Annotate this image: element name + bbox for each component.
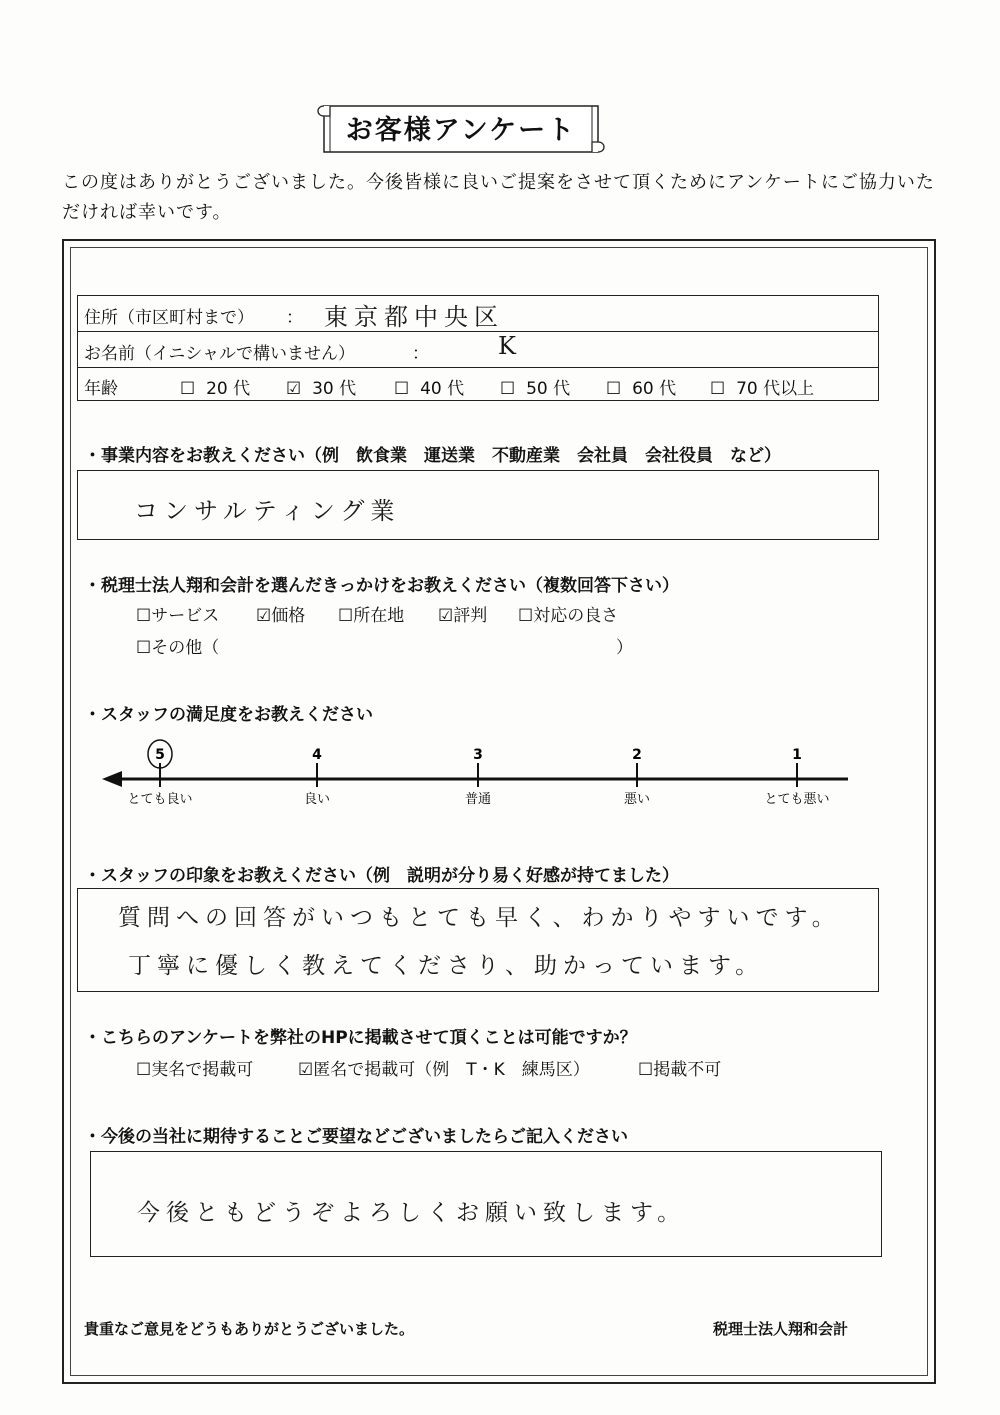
scale-label-5: とても良い	[127, 792, 193, 807]
scale-number-4: 4	[312, 747, 322, 763]
page-title: お客様アンケート	[345, 115, 577, 146]
scale-number-2: 2	[632, 747, 642, 763]
footer-thanks: 貴重なご意見をどうもありがとうございました。	[84, 1320, 415, 1338]
question-satisfaction: ・スタッフの満足度をお教えください	[84, 705, 373, 725]
checkbox-icon: ☐	[136, 1060, 152, 1080]
respondent-info-table	[77, 295, 879, 401]
scale-label-2: 悪い	[623, 792, 651, 807]
request-answer: 今後ともどうぞよろしくお願い致します。	[137, 1200, 687, 1226]
name-row	[78, 332, 878, 368]
name-sep: ：	[412, 344, 429, 364]
impression-answer-line1: 質問への回答がいつもとても早く、わかりやすいです。	[118, 905, 841, 931]
publish-option-real-name[interactable]: ☐実名で掲載可	[136, 1060, 254, 1080]
impression-answer-box[interactable]	[77, 888, 879, 992]
checkbox-icon: ☐	[518, 606, 534, 626]
age-row	[78, 368, 878, 402]
age-option-50[interactable]: ☐ 50 代	[500, 379, 571, 399]
scale-arrow-icon	[102, 771, 122, 787]
reason-option-service-quality[interactable]: ☐対応の良さ	[518, 606, 619, 626]
footer-organization: 税理士法人翔和会計	[713, 1320, 849, 1338]
checkbox-checked-icon: ☑	[286, 379, 302, 399]
age-option-70[interactable]: ☐ 70 代以上	[710, 379, 815, 399]
address-label: 住所（市区町村まで）	[84, 308, 254, 328]
scale-number-1: 1	[792, 747, 802, 763]
reason-option-price[interactable]: ☑価格	[256, 606, 306, 626]
publish-option-none[interactable]: ☐掲載不可	[638, 1060, 722, 1080]
reason-option-other[interactable]: ☐その他（	[136, 638, 220, 658]
business-answer-box[interactable]	[77, 470, 879, 540]
reason-option-service[interactable]: ☐サービス	[136, 606, 220, 626]
publish-option-anonymous[interactable]: ☑匿名で掲載可（例 T・K 練馬区）	[298, 1060, 590, 1080]
checkbox-checked-icon: ☑	[256, 606, 272, 626]
scale-number-5: 5	[155, 747, 165, 763]
checkbox-icon: ☐	[394, 379, 410, 399]
scale-number-3: 3	[473, 747, 483, 763]
intro-text: この度はありがとうございました。今後皆様に良いご提案をさせて頂くためにアンケートにご協力いただければ幸いです。	[62, 172, 935, 223]
age-option-40[interactable]: ☐ 40 代	[394, 379, 465, 399]
checkbox-icon: ☐	[500, 379, 516, 399]
address-sep: ：	[286, 308, 303, 328]
scale-label-1: とても悪い	[764, 792, 830, 807]
checkbox-icon: ☐	[606, 379, 622, 399]
checkbox-icon: ☐	[136, 606, 152, 626]
age-option-20[interactable]: ☐ 20 代	[180, 379, 251, 399]
name-label: お名前（イニシャルで構いません）	[84, 344, 355, 364]
question-business: ・事業内容をお教えください（例 飲食業 運送業 不動産業 会社員 会社役員 など）	[84, 446, 781, 466]
checkbox-icon: ☐	[638, 1060, 654, 1080]
scale-label-4: 良い	[303, 792, 331, 807]
checkbox-icon: ☐	[338, 606, 354, 626]
reason-other-close: ）	[616, 638, 633, 658]
reason-option-reputation[interactable]: ☑評判	[438, 606, 488, 626]
checkbox-icon: ☐	[710, 379, 726, 399]
age-option-30[interactable]: ☑ 30 代	[286, 379, 357, 399]
address-row	[78, 296, 878, 332]
name-value[interactable]: K	[498, 332, 522, 360]
address-value[interactable]: 東京都中央区	[324, 303, 504, 331]
checkbox-icon: ☐	[180, 379, 196, 399]
question-request: ・今後の当社に期待することご要望などございましたらご記入ください	[84, 1127, 628, 1147]
age-option-60[interactable]: ☐ 60 代	[606, 379, 677, 399]
checkbox-checked-icon: ☑	[438, 606, 454, 626]
question-impression: ・スタッフの印象をお教えください（例 説明が分り易く好感が持てました）	[84, 866, 679, 886]
request-answer-box[interactable]	[90, 1151, 882, 1257]
scale-label-3: 普通	[464, 792, 492, 807]
question-reason: ・税理士法人翔和会計を選んだきっかけをお教えください（複数回答下さい）	[84, 576, 679, 596]
impression-answer-line2: 丁寧に優しく教えてくださり、助かっています。	[128, 953, 765, 979]
question-publish: ・こちらのアンケートを弊社のHPに掲載させて頂くことは可能ですか？	[84, 1028, 637, 1048]
checkbox-checked-icon: ☑	[298, 1060, 314, 1080]
age-label: 年齢	[84, 379, 118, 399]
business-answer: コンサルティング業	[134, 497, 401, 525]
reason-option-location[interactable]: ☐所在地	[338, 606, 405, 626]
checkbox-icon: ☐	[136, 638, 152, 658]
satisfaction-scale	[100, 735, 860, 815]
